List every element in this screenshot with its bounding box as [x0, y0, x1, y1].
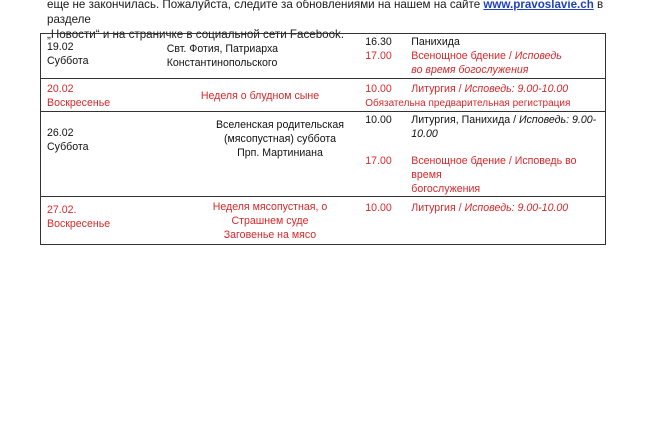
weekday: Суббота: [47, 141, 89, 153]
service-name-text: Литургия /: [411, 83, 465, 95]
service-item: [365, 113, 605, 141]
service-name-text: Всенощное бдение / Исповедь во время: [411, 155, 577, 181]
feast-cell: [155, 34, 366, 79]
feast-line: Константинопольского: [166, 57, 278, 69]
service-time: 17.00: [365, 50, 392, 62]
feast-cell: [155, 79, 366, 112]
table-row: [41, 112, 606, 197]
website-link[interactable]: www.pravoslavie.ch: [483, 0, 594, 11]
schedule-table: [40, 33, 606, 245]
service-name: [411, 113, 605, 141]
service-name: [411, 154, 605, 196]
feast-line: Вселенская родительская: [215, 119, 344, 131]
confession-note: Исповедь: 9.00-10.00: [411, 114, 597, 140]
registration-note: Обязательна предварительная регистрация: [365, 98, 571, 109]
date: 19.02: [47, 41, 74, 53]
date: 27.02.: [47, 204, 77, 216]
services-cell: [365, 34, 605, 79]
feast-cell: [155, 197, 366, 245]
intro-text-part: в разделе: [47, 0, 604, 26]
table-row: [41, 79, 606, 112]
feast-line: (мясопустная) суббота: [223, 133, 336, 145]
table-row: [41, 34, 606, 79]
intro-line-1: [47, 0, 647, 27]
feast-cell: [155, 112, 366, 197]
service-time: 10.00: [365, 114, 392, 126]
service-name: [411, 49, 605, 77]
weekday: Воскресенье: [47, 218, 111, 230]
services-cell: [365, 79, 605, 112]
date-cell: [41, 79, 155, 112]
service-item: [365, 154, 605, 196]
service-name-text: Всенощное бдение /: [411, 50, 515, 62]
service-item: [365, 35, 605, 49]
service-name: [411, 82, 605, 96]
service-name-text: богослужения: [411, 183, 481, 195]
date: 26.02: [47, 127, 74, 139]
service-time: 10.00: [365, 83, 392, 95]
confession-note: Исповедь: 9.00-10.00: [464, 83, 569, 95]
service-time: 16.30: [365, 36, 392, 48]
weekday: Суббота: [47, 55, 89, 67]
feast-line: Неделя мясопустная, о: [212, 201, 328, 213]
date: 20.02: [47, 83, 74, 95]
services-cell: [365, 197, 605, 245]
service-name: [411, 201, 605, 215]
feast-line: Страшнем суде: [231, 215, 309, 227]
service-name-text: Литургия, Панихида /: [411, 114, 519, 126]
confession-note: Исповедь: [514, 50, 562, 62]
feast-line: Заговенье на мясо: [223, 229, 317, 241]
date-cell: [41, 197, 155, 245]
confession-note: во время богослужения: [411, 64, 529, 76]
services-cell: [365, 112, 605, 197]
weekday: Воскресенье: [47, 97, 111, 109]
confession-note: Исповедь: 9.00-10.00: [464, 202, 569, 214]
service-name-text: Литургия /: [411, 202, 465, 214]
feast-line: Прп. Мартиниана: [237, 147, 323, 159]
service-item: [365, 49, 605, 77]
service-item: [365, 82, 605, 96]
table-row: [41, 197, 606, 245]
date-cell: [41, 34, 155, 79]
intro-text-part: еще не закончилась. Пожалуйста, следите за обновлениями на нашем на сайте: [47, 0, 484, 11]
date-cell: [41, 112, 155, 197]
feast-line: Неделя о блудном сыне: [200, 90, 320, 102]
service-time: 10.00: [365, 202, 392, 214]
service-name: Панихида: [411, 36, 460, 48]
intro-line-2: „Новости“ и на страничке в социальной сети Facebook.: [47, 28, 345, 41]
feast-line: Свт. Фотия, Патриарха: [166, 43, 279, 55]
service-time: 17.00: [365, 155, 392, 167]
service-item: [365, 201, 605, 215]
